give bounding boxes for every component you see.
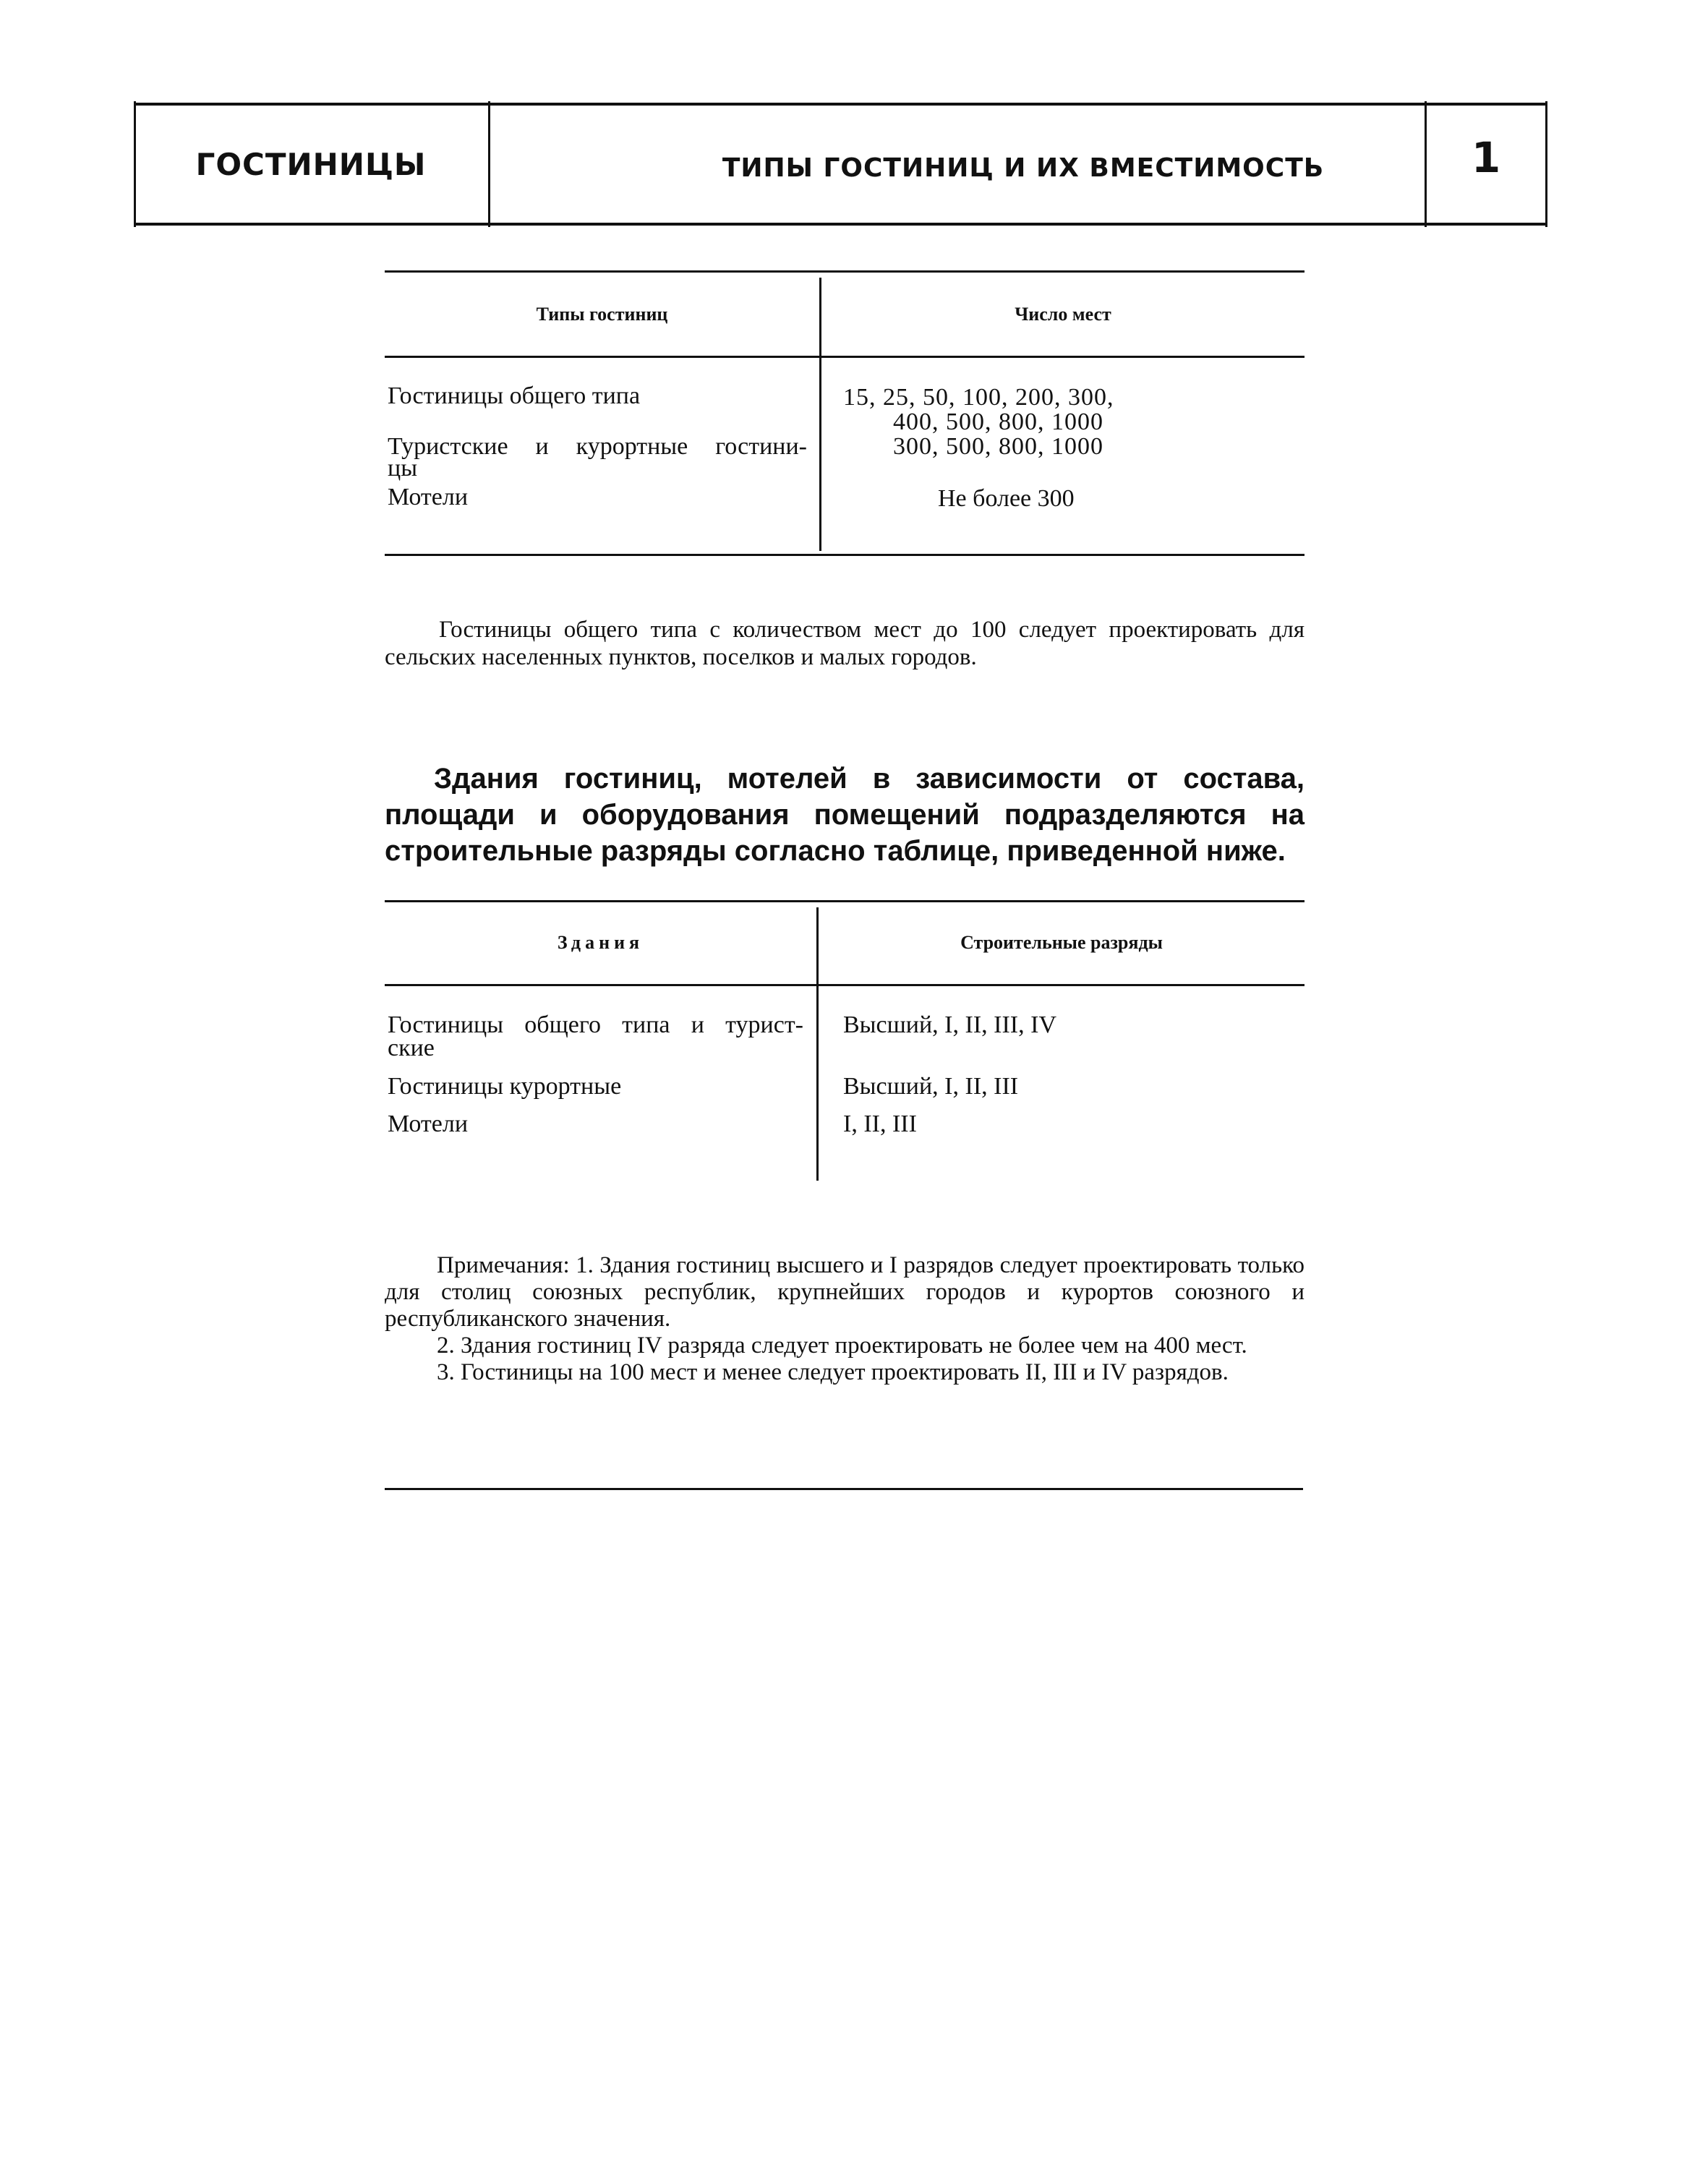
section-title: ГОСТИНИЦЫ [195,146,427,182]
row-grades: Высший, I, II, III, IV [843,1011,1056,1038]
row-places: 300, 500, 800, 1000 [893,433,1103,460]
row-building: Гостиницы общего типа и турист- [388,1011,803,1038]
row-grades: I, II, III [843,1111,917,1137]
capacity-note: Гостиницы общего типа с количеством мест до 100 следует проектировать для сельских населенных пунктов, поселков и малых городов. [385,617,1305,670]
note-2: 2. Здания гостиниц IV разряда следует проектировать не более чем на 400 мест. [437,1332,1247,1359]
table-top-rule [385,900,1305,902]
page-title: ТИПЫ ГОСТИНИЦ И ИХ ВМЕСТИМОСТЬ [722,153,1325,183]
header-divider [1545,101,1547,227]
column-header-buildings: Здания [557,932,644,953]
table-bottom-rule [385,554,1305,556]
page-number: 1 [1471,133,1501,182]
row-type: Гостиницы общего типа [388,382,641,409]
page-bottom-rule [385,1488,1303,1490]
page-header [134,103,1547,226]
hotel-capacity-table [385,270,1305,560]
header-rule [385,356,1305,358]
column-header-grades: Строительные разряды [960,932,1163,953]
row-grades: Высший, I, II, III [843,1073,1019,1100]
column-header-places: Число мест [1015,304,1111,325]
row-places: 400, 500, 800, 1000 [893,408,1103,435]
column-header-types: Типы гостиниц [536,304,668,325]
building-grades-table [385,900,1305,1189]
row-type: Мотели [388,484,469,510]
lead-paragraph: Здания гостиниц, мотелей в зависимости от состава, площади и оборудования помещений подразделяются на строительные разряды согласно таблице, приведенной ниже. [385,763,1305,867]
row-places: Не более 300 [938,485,1075,512]
note-3: 3. Гостиницы на 100 мест и менее следует проектировать II, III и IV разрядов. [437,1359,1229,1385]
row-building: Мотели [388,1111,469,1137]
note-1: Примечания: 1. Здания гостиниц высшего и I разрядов следует проектировать только для столиц союзных республик, крупнейших городов и курортов союзного и республиканского значения. [385,1252,1305,1332]
table-top-rule [385,270,1305,273]
notes-block [385,1252,1305,1386]
header-rule [385,984,1305,986]
row-building: ские [388,1035,435,1061]
row-type: цы [388,455,418,482]
row-building: Гостиницы курортные [388,1073,622,1100]
row-places: 15, 25, 50, 100, 200, 300, [843,384,1114,411]
row-type: Туристские и курортные гостини- [388,433,807,460]
